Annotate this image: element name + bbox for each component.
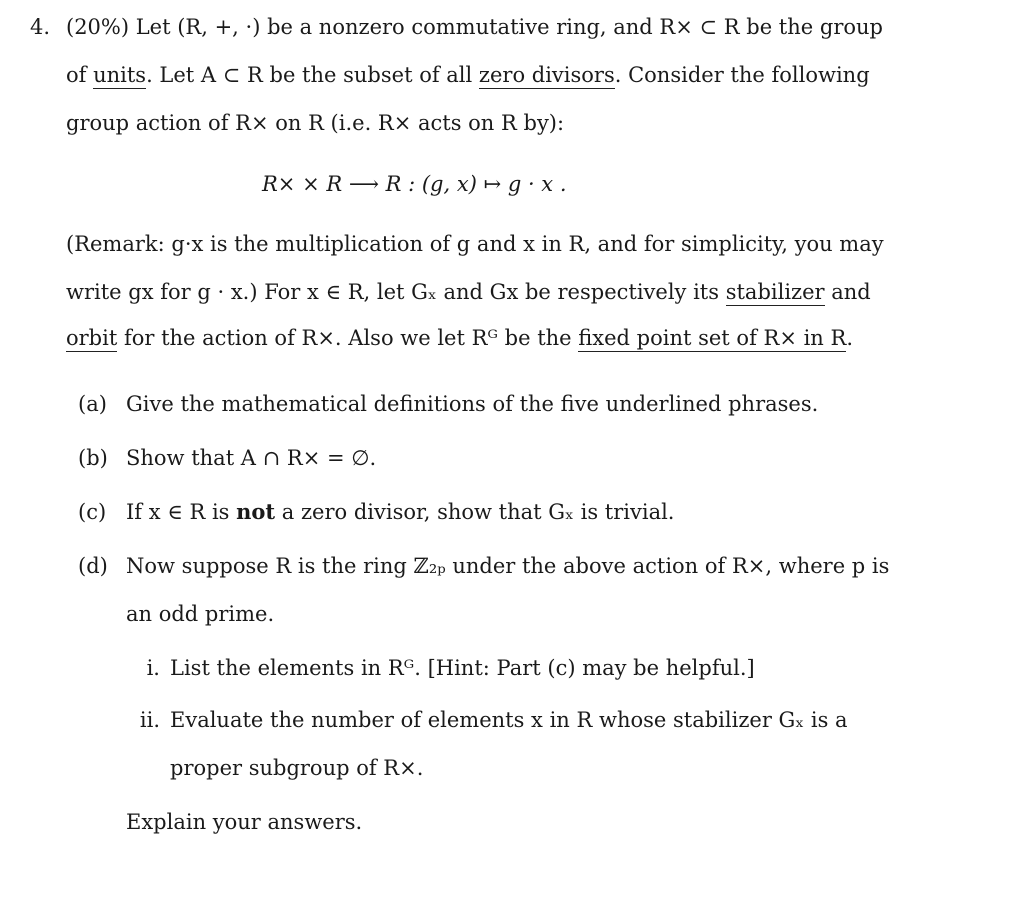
problem-line-2: of units. Let A ⊂ R be the subset of all zero divisors. Consider the following (66, 51, 870, 99)
part-b-tag: (b) (78, 446, 108, 470)
part-d-continuation: an odd prime. (126, 602, 275, 626)
part-b-text: Show that A ∩ R× = ∅. (126, 446, 377, 470)
subpart-ii-text: Evaluate the number of elements x in R whose stabilizer Gₓ is a (170, 708, 848, 732)
problem-line-3: group action of R× on R (i.e. R× acts on R by): (66, 111, 565, 135)
part-c-text-after: a zero divisor, show that Gₓ is trivial. (275, 500, 675, 524)
underlined-term: fixed point set of R× in R (578, 326, 846, 352)
subpart-ii-tag: ii. (139, 708, 160, 732)
part-c (78, 488, 674, 536)
subpart-i (126, 644, 755, 692)
part-d-text: Now suppose R is the ring ℤ₂ₚ under the above action of R×, where p is (126, 554, 890, 578)
problem-number: 4. (30, 15, 51, 39)
subpart-ii-continuation: proper subgroup of R×. (170, 756, 424, 780)
remark-line-1: (Remark: g·x is the multiplication of g and x in R, and for simplicity, you may (66, 232, 884, 256)
part-c-tag: (c) (78, 500, 107, 524)
underlined-term: zero divisors (479, 63, 615, 89)
remark-line-2: write gx for g · x.) For x ∈ R, let Gₓ and Gx be respectively its stabilizer and (66, 268, 871, 316)
part-a-tag: (a) (78, 392, 107, 416)
subpart-i-tag: i. (146, 656, 160, 680)
closing-instruction: Explain your answers. (126, 810, 363, 834)
part-a (78, 380, 818, 428)
group-action-formula: R× × R ⟶ R : (g, x) ↦ g · x . (262, 172, 567, 196)
underlined-term: units (93, 63, 146, 89)
part-c-bold-not: not (236, 499, 276, 524)
part-b (78, 434, 376, 482)
problem-line-1: (20%) Let (R, +, ·) be a nonzero commutative ring, and R× ⊂ R be the group (66, 15, 883, 39)
subpart-i-text: List the elements in Rᴳ. [Hint: Part (c) may be helpful.] (170, 656, 755, 680)
subpart-ii (126, 696, 848, 744)
part-a-text: Give the mathematical definitions of the five underlined phrases. (126, 392, 819, 416)
part-d (78, 542, 889, 590)
part-d-tag: (d) (78, 554, 108, 578)
underlined-term: stabilizer (726, 280, 825, 306)
part-c-text-before: If x ∈ R is (126, 500, 237, 524)
remark-line-3: orbit for the action of R×. Also we let Rᴳ be the fixed point set of R× in R. (66, 314, 853, 362)
underlined-term: orbit (66, 326, 117, 352)
